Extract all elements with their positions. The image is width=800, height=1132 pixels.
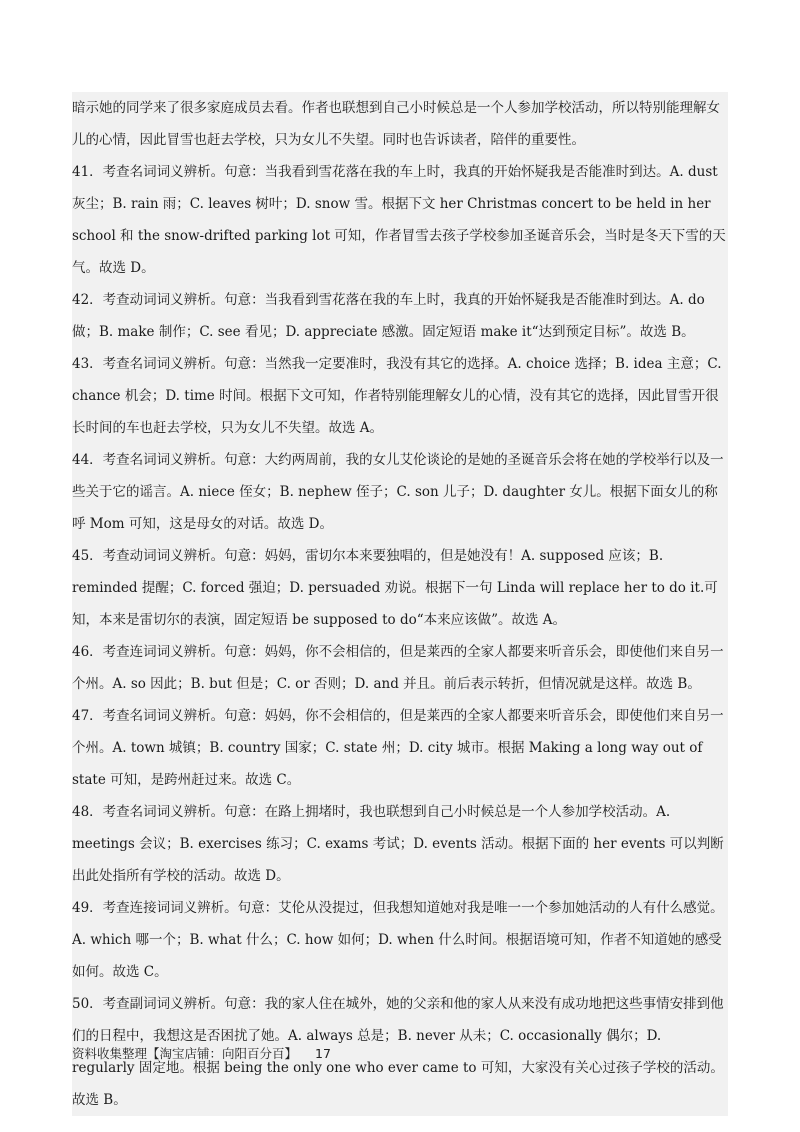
paragraph-q44: 44．考查名词词义辨析。句意：大约两周前，我的女儿艾伦谈论的是她的圣诞音乐会将在她的学校举行以及一些关于它的谣言。A. niece 侄女；B. nephew 侄子；C. son 儿子；D. daughter 女儿。根据下面女儿的称呼 Mom 可知，这是母女的对话。故选 D。	[72, 452, 724, 532]
paragraph-q42: 42．考查动词词义辨析。句意：当我看到雪花落在我的车上时，我真的开始怀疑我是否能准时到达。A. do 做；B. make 制作；C. see 看见；D. appreciate 感激。固定短语 make it“达到预定目标”。故选 B。	[72, 292, 705, 340]
paragraph-q49: 49．考查连接词词义辨析。句意：艾伦从没提过，但我想知道她对我是唯一一个参加她活动的人有什么感觉。A. which 哪一个；B. what 什么；C. how 如何；D. when 什么时间。根据语境可知，作者不知道她的感受如何。故选 C。	[72, 900, 724, 980]
paragraph-q47: 47．考查名词词义辨析。句意：妈妈，你不会相信的，但是莱西的全家人都要来听音乐会，即使他们来自另一个州。A. town 城镇；B. country 国家；C. state 州；D. city 城市。根据 Making a long way out of state 可知，是跨州赶过来。故选 C。	[72, 708, 724, 788]
footer-source-text: 资料收集整理【淘宝店铺：向阳百分百】	[72, 1046, 298, 1061]
paragraph-q43: 43．考查名词词义辨析。句意：当然我一定要准时，我没有其它的选择。A. choice 选择；B. idea 主意；C. chance 机会；D. time 时间。根据下文可知，作者特别能理解女儿的心情，没有其它的选择，因此冒雪开很长时间的车也赶去学校，只为女儿不失望。故选 A。	[72, 356, 722, 436]
paragraph-intro: 暗示她的同学来了很多家庭成员去看。作者也联想到自己小时候总是一个人参加学校活动，所以特别能理解女儿的心情，因此冒雪也赶去学校，只为女儿不失望。同时也告诉读者，陪伴的重要性。	[72, 100, 720, 148]
page-footer	[72, 1044, 331, 1064]
paragraph-q41: 41．考查名词词义辨析。句意：当我看到雪花落在我的车上时，我真的开始怀疑我是否能准时到达。A. dust 灰尘；B. rain 雨；C. leaves 树叶；D. snow 雪。根据下文 her Christmas concert to be held in her school 和 the snow-drifted parking lot 可知，作者冒雪去孩子学校参加圣诞音乐会，当时是冬天下雪的天气。故选 D。	[72, 164, 726, 276]
paragraph-q45: 45．考查动词词义辨析。句意：妈妈，雷切尔本来要独唱的，但是她没有！A. supposed 应该；B. reminded 提醒；C. forced 强迫；D. persuaded 劝说。根据下一句 Linda will replace her to do it.可知，本来是雷切尔的表演，固定短语 be supposed to do“本来应该做”。故选 A。	[72, 548, 718, 628]
paragraph-q50: 50．考查副词词义辨析。句意：我的家人住在城外，她的父亲和他的家人从来没有成功地把这些事情安排到他们的日程中，我想这是否困扰了她。A. always 总是；B. never 从未；C. occasionally 偶尔；D. regularly 固定地。根据 being the only one who ever came to 可知，大家没有关心过孩子学校的活动。故选 B。	[72, 996, 724, 1108]
paragraph-q48: 48．考查名词词义辨析。句意：在路上拥堵时，我也联想到自己小时候总是一个人参加学校活动。A. meetings 会议；B. exercises 练习；C. exams 考试；D. events 活动。根据下面的 her events 可以判断出此处指所有学校的活动。故选 D。	[72, 804, 724, 884]
page-number: 17	[315, 1046, 331, 1061]
paragraph-q46: 46．考查连词词义辨析。句意：妈妈，你不会相信的，但是莱西的全家人都要来听音乐会，即使他们来自另一个州。A. so 因此；B. but 但是；C. or 否则；D. and 并且。前后表示转折，但情况就是这样。故选 B。	[72, 644, 724, 692]
answer-explanations	[72, 92, 728, 1116]
